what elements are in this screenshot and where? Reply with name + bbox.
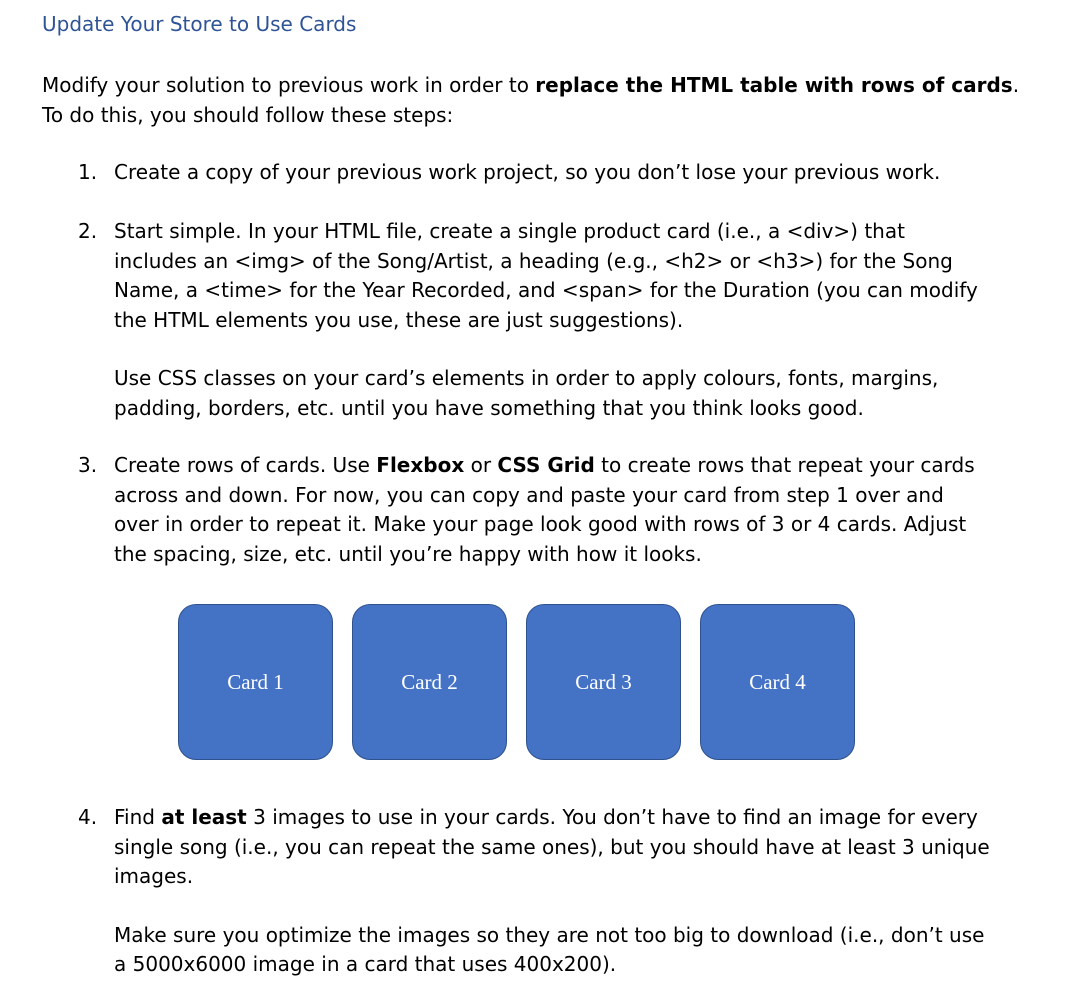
step-number: 2. xyxy=(78,219,98,243)
intro-text-end: . xyxy=(1012,73,1020,97)
step-number: 3. xyxy=(78,453,98,477)
step-text-secondary: Make sure you optimize the images so they are not too big to download (i.e., don’t use a 5000x6000 image in a card that uses 400x200). xyxy=(114,922,985,976)
intro-bold-text: replace the HTML table with rows of cards xyxy=(535,73,1013,97)
document-title: Update Your Store to Use Cards xyxy=(42,12,357,36)
step-text-part: or xyxy=(464,453,498,477)
card-4: Card 4 xyxy=(700,604,855,760)
card-3: Card 3 xyxy=(526,604,681,760)
step-number: 4. xyxy=(78,805,98,829)
step-text xyxy=(114,451,994,569)
step-text: Create a copy of your previous work project, so you don’t lose your previous work. xyxy=(114,160,941,184)
step-body xyxy=(114,217,994,423)
cards-row-illustration xyxy=(178,604,860,764)
card-2: Card 2 xyxy=(352,604,507,760)
step-body xyxy=(114,803,994,980)
step-bold-css-grid: CSS Grid xyxy=(497,453,595,477)
intro-paragraph xyxy=(42,70,1042,130)
step-text-part: Create rows of cards. Use xyxy=(114,453,377,477)
card-1: Card 1 xyxy=(178,604,333,760)
step-text xyxy=(114,803,994,892)
step-body xyxy=(114,158,994,188)
intro-line-2: To do this, you should follow these steps: xyxy=(42,103,454,127)
intro-text: Modify your solution to previous work in order to xyxy=(42,73,536,97)
step-text: Start simple. In your HTML file, create a single product card (i.e., a <div>) that includes an <img> of the Song/Artist, a heading (e.g., <h2> or <h3>) for the Song Name, a <time> for the Year Recorded, and <span> for the Duration (you can modify the HTML elements you use, these are just suggestions). xyxy=(114,219,978,332)
step-number: 1. xyxy=(78,160,98,184)
step-bold-at-least: at least xyxy=(161,805,247,829)
step-text-part: 3 images to use in your cards. You don’t have to find an image for every single song (i.e., you can repeat the same ones), but you should have at least 3 unique images. xyxy=(114,805,990,888)
step-text-part: to create rows that repeat your cards across and down. For now, you can copy and paste your card from step 1 over and over in order to repeat it. Make your page look good with rows of 3 or 4 cards. Adjust the spacing, size, etc. until you’re happy with how it looks. xyxy=(114,453,975,566)
step-text-secondary: Use CSS classes on your card’s elements in order to apply colours, fonts, margins, padding, borders, etc. until you have something that you think looks good. xyxy=(114,366,939,420)
step-body xyxy=(114,451,994,569)
step-text-part: Find xyxy=(114,805,162,829)
step-bold-flexbox: Flexbox xyxy=(376,453,465,477)
